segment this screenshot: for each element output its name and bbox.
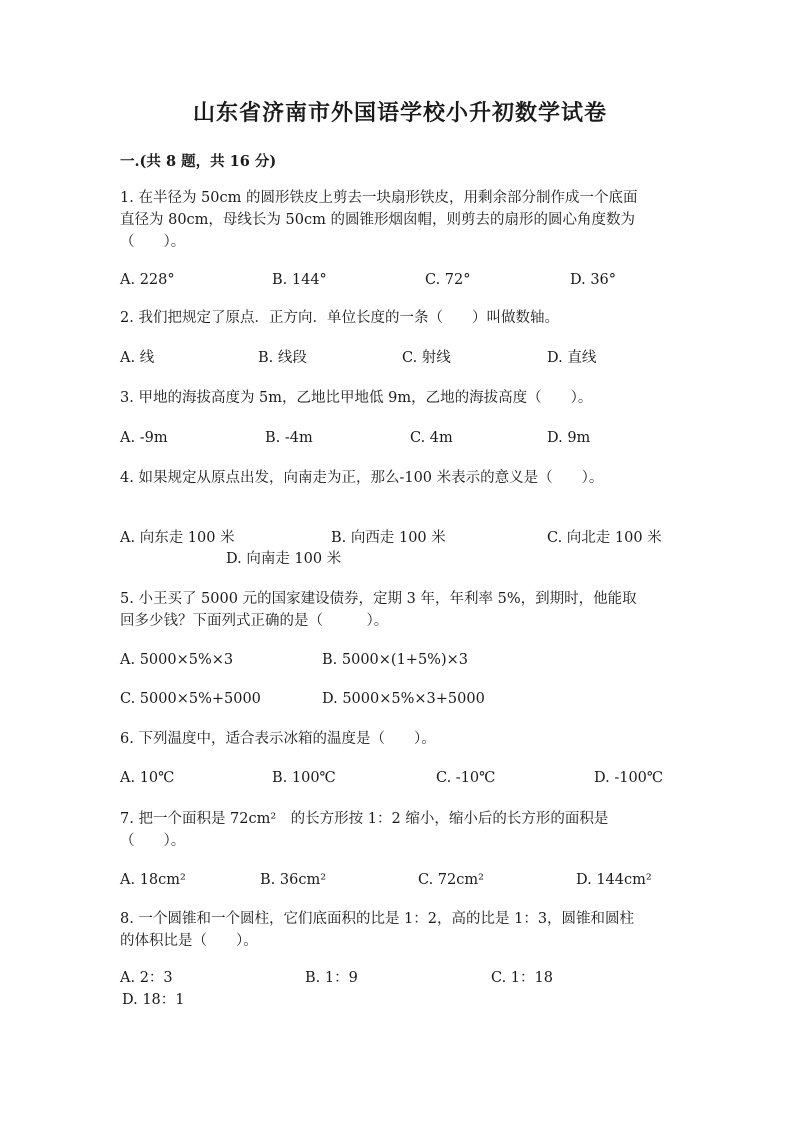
option-2d[interactable]: D. 直线 [547, 350, 597, 366]
question-line: 6. 下列温度中，适合表示冰箱的温度是（ ）。 [120, 731, 436, 747]
option-1b[interactable]: B. 144° [272, 272, 327, 288]
option-3b[interactable]: B. -4m [265, 430, 313, 446]
question-7 [120, 808, 680, 852]
question-5 [120, 588, 680, 632]
question-1 [120, 187, 680, 253]
option-1d[interactable]: D. 36° [570, 272, 617, 288]
option-3a[interactable]: A. -9m [120, 430, 168, 446]
question-line: 7. 把一个面积是 72cm² 的长方形按 1：2 缩小，缩小后的长方形的面积是 [120, 811, 609, 827]
question-line: 回多少钱？下面列式正确的是（ ）。 [120, 613, 389, 629]
option-5d[interactable]: D. 5000×5%×3+5000 [322, 691, 485, 707]
option-4b[interactable]: B. 向西走 100 米 [331, 530, 446, 546]
option-8a[interactable]: A. 2：3 [120, 970, 173, 986]
option-4d[interactable]: D. 向南走 100 米 [226, 551, 342, 567]
question-4 [120, 467, 680, 489]
section-heading: 一.(共 8 题，共 16 分) [120, 153, 277, 170]
option-7b[interactable]: B. 36cm² [260, 872, 327, 888]
option-4c[interactable]: C. 向北走 100 米 [547, 530, 662, 546]
option-7a[interactable]: A. 18cm² [120, 872, 186, 888]
option-7d[interactable]: D. 144cm² [576, 872, 652, 888]
option-2b[interactable]: B. 线段 [258, 350, 307, 366]
option-1c[interactable]: C. 72° [425, 272, 471, 288]
question-line: 1. 在半径为 50cm 的圆形铁皮上剪去一块扇形铁皮，用剩余部分制作成一个底面 [120, 190, 638, 206]
question-line: 8. 一个圆锥和一个圆柱，它们底面积的比是 1：2，高的比是 1：3，圆锥和圆柱 [120, 911, 635, 927]
option-8c[interactable]: C. 1：18 [491, 970, 553, 986]
option-3c[interactable]: C. 4m [410, 430, 453, 446]
question-8 [120, 908, 680, 952]
question-2 [120, 307, 680, 329]
option-2c[interactable]: C. 射线 [402, 350, 451, 366]
question-line: 2. 我们把规定了原点．正方向．单位长度的一条（ ）叫做数轴。 [120, 310, 559, 326]
question-line: 3. 甲地的海拔高度为 5m，乙地比甲地低 9m，乙地的海拔高度（ ）。 [120, 390, 593, 406]
option-8d[interactable]: D. 18：1 [122, 992, 185, 1008]
question-line: 4. 如果规定从原点出发，向南走为正，那么-100 米表示的意义是（ ）。 [120, 470, 604, 486]
option-8b[interactable]: B. 1：9 [305, 970, 358, 986]
page-title: 山东省济南市外国语学校小升初数学试卷 [192, 100, 607, 126]
option-5c[interactable]: C. 5000×5%+5000 [120, 691, 261, 707]
option-6d[interactable]: D. -100℃ [594, 770, 664, 786]
option-7c[interactable]: C. 72cm² [418, 872, 484, 888]
option-5b[interactable]: B. 5000×(1+5%)×3 [322, 652, 468, 668]
question-line: （ ）。 [120, 833, 186, 849]
question-line: （ ）。 [120, 234, 186, 250]
question-line: 直径为 80cm，母线长为 50cm 的圆锥形烟囱帽，则剪去的扇形的圆心角度数为 [120, 212, 635, 228]
option-6a[interactable]: A. 10℃ [120, 770, 175, 786]
option-2a[interactable]: A. 线 [120, 350, 155, 366]
option-6c[interactable]: C. -10℃ [436, 770, 496, 786]
option-3d[interactable]: D. 9m [547, 430, 591, 446]
question-line: 5. 小王买了 5000 元的国家建设债券，定期 3 年，年利率 5%，到期时，他能取 [120, 591, 637, 607]
option-6b[interactable]: B. 100℃ [272, 770, 336, 786]
question-3 [120, 387, 680, 409]
option-5a[interactable]: A. 5000×5%×3 [120, 652, 234, 668]
question-6 [120, 728, 680, 750]
question-line: 的体积比是（ ）。 [120, 933, 258, 949]
option-4a[interactable]: A. 向东走 100 米 [120, 530, 235, 546]
option-1a[interactable]: A. 228° [120, 272, 175, 288]
